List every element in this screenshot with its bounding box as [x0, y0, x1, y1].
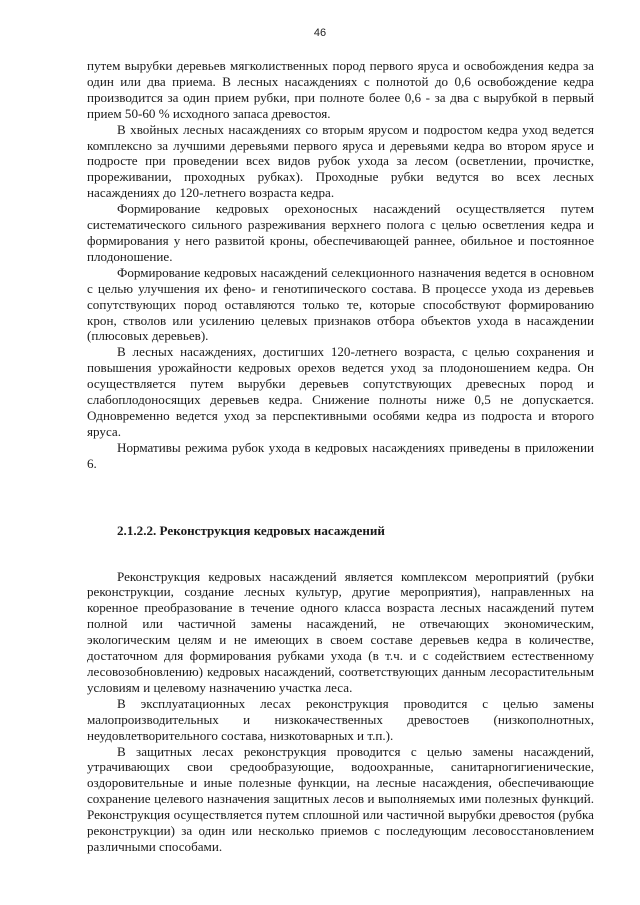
paragraph: Нормативы режима рубок ухода в кедровых насаждениях приведены в приложении 6.: [87, 439, 594, 471]
paragraph: В эксплуатационных лесах реконструкция проводится с целью замены малопроизводительных и низкокачественных древостоев (низкополнотных, неудовлетворительного состава, низкотоварных и т.п.).: [87, 695, 594, 743]
document-body: [87, 58, 594, 855]
page-number: 46: [313, 27, 327, 39]
paragraph: В защитных лесах реконструкция проводится с целью замены насаждений, утрачивающих свои средообразующие, водоохранные, санитарногигиенические, оздоровительные и иные полезные функции, на лесные насаждения, обеспечивающие сохранение целевого назначения защитных лесов и выполняемых ими полезных функций. Реконструкция осуществляется путем сплошной или частичной вырубки древостоя (рубка реконструкции) за один или несколько приемов с последующим лесовосстановлением различными способами.: [87, 743, 594, 854]
paragraph: Формирование кедровых орехоносных насаждений осуществляется путем систематического сильного разреживания верхнего полога с целью осветления кедра и формирования у него развитой кроны, обеспечивающей раннее, обильное и постоянное плодоношение.: [87, 201, 594, 264]
paragraph: Формирование кедровых насаждений селекционного назначения ведется в основном с целью улучшения их фено- и генотипического состава. В процессе ухода из деревьев сопутствующих пород оставляются только те, которые способствуют формированию крон, стволов или усилению целевых признаков отбора объектов ухода в насаждении (плюсовых деревьев).: [87, 264, 594, 344]
paragraph-continued: путем вырубки деревьев мягколиственных пород первого яруса и освобождения кедра за один или два приема. В лесных насаждениях с полнотой до 0,6 освобождение кедра производится за один прием рубки, при полноте более 0,6 - за два с вырубкой в первый прием 50-60 % исходного запаса древостоя.: [87, 58, 594, 121]
section-heading: 2.1.2.2. Реконструкция кедровых насаждений: [117, 522, 385, 538]
paragraph: Реконструкция кедровых насаждений является комплексом мероприятий (рубки реконструкции, создание лесных культур, другие мероприятия), направленных на коренное преобразование в течение одного класса возраста лесных насаждений путем полной или частичной замены насаждений, не отвечающих экономическим, экологическим целям и не имеющих в своем составе деревьев кедра в количестве, достаточном для формирования рубками ухода (в т.ч. и с содействием естественному лесовозобновлению) кедровых насаждений, соответствующих данным лесорастительным условиям и целевому назначению участка леса.: [87, 568, 594, 695]
paragraph: В хвойных лесных насаждениях со вторым ярусом и подростом кедра уход ведется комплексно за лучшими деревьями первого яруса и деревьями кедра во втором ярусе и подросте при проведении всех видов рубок ухода за лесом (осветлении, прочистке, прореживании, проходных рубках). Проходные рубки ведутся во всех лесных насаждениях до 120-летнего возраста кедра.: [87, 121, 594, 201]
paragraph: В лесных насаждениях, достигших 120-летнего возраста, с целью сохранения и повышения урожайности кедровых орехов ведется уход за плодоношением кедра. Он осуществляется путем вырубки деревьев сопутствующих древесных пород и слабоплодоносящих деревьев кедра. Снижение полноты ниже 0,5 не допускается. Одновременно ведется уход за перспективными особями кедра из подроста и второго яруса.: [87, 344, 594, 439]
